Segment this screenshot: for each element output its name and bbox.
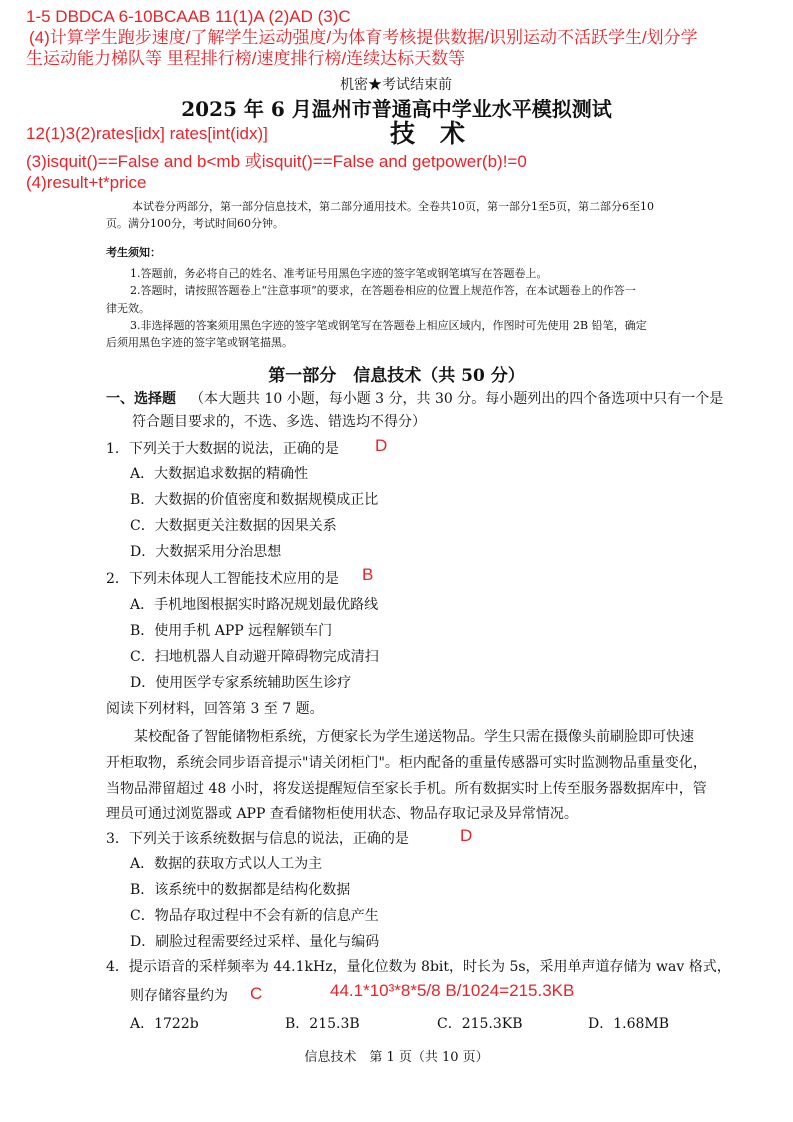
part-title: 一、选择题 xyxy=(106,391,176,407)
reading-line: 某校配备了智能储物柜系统，方便家长为学生递送物品。学生只需在摄像头前刷脸即可快速 xyxy=(134,729,694,745)
option: B．大数据的价值密度和数据规模成正比 xyxy=(130,492,379,508)
answer-mark: B xyxy=(362,565,374,584)
option: D．刷脸过程需要经过采样、量化与编码 xyxy=(130,934,380,950)
reading-line: 开柜取物，系统会同步语音提示"请关闭柜门"。柜内配备的重量传感器可实时监测物品重量变化， xyxy=(106,755,707,771)
reading-prompt: 阅读下列材料，回答第 3 至 7 题。 xyxy=(106,701,324,717)
reading-line: 当物品滞留超过 48 小时，将发送提醒短信至家长手机。所有数据实时上传至服务器数据库中，管 xyxy=(106,781,707,797)
exam-body xyxy=(0,56,793,1122)
answer-annotation: (3)isquit()==False and b<mb 或isquit()==False and getpower(b)!=0 xyxy=(26,152,527,171)
question-stem: 1．下列关于大数据的说法，正确的是 xyxy=(106,441,339,457)
question-stem: 则存储容量约为 xyxy=(130,988,228,1004)
option: C．215.3KB xyxy=(437,1016,523,1032)
subject-title: 技 术 xyxy=(390,119,466,148)
answer-mark: D xyxy=(375,436,388,455)
question-stem: 4．提示语音的采样频率为 44.1kHz，量化位数为 8bit，时长为 5s，采用单声道存储为 wav 格式， xyxy=(106,959,731,975)
option: C．大数据更关注数据的因果关系 xyxy=(130,518,337,534)
section-title: 第一部分 信息技术（共 50 分） xyxy=(268,366,525,386)
exam-title: 2025 年 6 月温州市普通高中学业水平模拟测试 xyxy=(181,97,612,121)
answer-annotation: 12(1)3(2)rates[idx] rates[int(idx)] xyxy=(26,124,268,143)
notice-title: 考生须知： xyxy=(106,246,161,259)
option: D．使用医学专家系统辅助医生诊疗 xyxy=(130,675,352,691)
option: D．大数据采用分治思想 xyxy=(130,544,282,560)
calculation-annotation: 44.1*10³*8*5/8 B/1024=215.3KB xyxy=(330,981,575,1000)
option: A．手机地图根据实时路况规划最优路线 xyxy=(130,597,379,613)
option: A．大数据追求数据的精确性 xyxy=(130,466,309,482)
notice-item: 1.答题前，务必将自己的姓名、准考证号用黑色字迹的签字笔或钢笔填写在答题卷上。 xyxy=(130,267,548,280)
option: C．扫地机器人自动避开障碍物完成清扫 xyxy=(130,649,379,665)
option: B．215.3B xyxy=(285,1016,360,1032)
option: A．1722b xyxy=(130,1016,199,1032)
intro-line: 页。满分100分，考试时间60分钟。 xyxy=(106,217,284,230)
notice-item: 3.非选择题的答案须用黑色字迹的签字笔或钢笔写在答题卷上相应区域内，作图时可先使用 2B 铅笔，确定 xyxy=(130,319,647,332)
notice-item: 律无效。 xyxy=(106,302,150,315)
option: D．1.68MB xyxy=(588,1016,670,1032)
answer-annotation: (4)计算学生跑步速度/了解学生运动强度/为体育考核提供数据/识别运动不活跃学生/划分学 xyxy=(29,28,698,47)
option: B．该系统中的数据都是结构化数据 xyxy=(130,882,351,898)
answer-annotation: (4)result+t*price xyxy=(26,173,147,192)
answer-annotation: 生运动能力梯队等 里程排行榜/速度排行榜/连续达标天数等 xyxy=(26,49,466,68)
option: C．物品存取过程中不会有新的信息产生 xyxy=(130,908,379,924)
intro-line: 本试卷分两部分，第一部分信息技术，第二部分通用技术。全卷共10页，第一部分1至5页，第二部分6至10 xyxy=(132,200,654,213)
answer-annotation: 1-5 DBDCA 6-10BCAAB 11(1)A (2)AD (3)C xyxy=(26,7,351,26)
answer-mark: D xyxy=(460,826,473,845)
page-footer: 信息技术 第 1 页（共 10 页） xyxy=(304,1050,489,1065)
secret-label: 机密★考试结束前 xyxy=(340,77,452,93)
part-desc: 符合题目要求的，不选、多选、错选均不得分） xyxy=(132,414,426,430)
notice-item: 2.答题时，请按照答题卷上“注意事项”的要求，在答题卷相应的位置上规范作答，在本试题卷上的作答一 xyxy=(130,284,636,297)
part-desc: （本大题共 10 小题，每小题 3 分，共 30 分。每小题列出的四个备选项中只有一个是 xyxy=(190,391,724,407)
question-stem: 2．下列未体现人工智能技术应用的是 xyxy=(106,571,339,587)
option: B．使用手机 APP 远程解锁车门 xyxy=(130,623,333,639)
question-stem: 3．下列关于该系统数据与信息的说法，正确的是 xyxy=(106,831,409,847)
option: A．数据的获取方式以人工为主 xyxy=(130,856,323,872)
answer-mark: C xyxy=(250,984,263,1003)
notice-item: 后须用黑色字迹的签字笔或钢笔描黑。 xyxy=(106,336,293,349)
reading-line: 理员可通过浏览器或 APP 查看储物柜使用状态、物品存取记录及异常情况。 xyxy=(106,806,578,822)
